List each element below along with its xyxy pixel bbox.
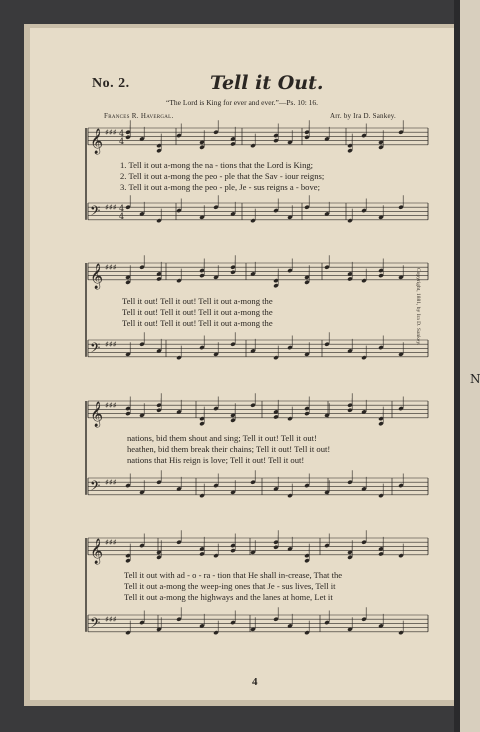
epigraph: “The Lord is King for ever and ever.”—Ps. 10: 16. [166,98,319,107]
arranger: Arr. by Ira D. Sankey. [330,112,396,120]
song-title: Tell it Out. [210,72,324,94]
svg-text:♯♯♯: ♯♯♯ [105,128,117,137]
svg-text:4: 4 [119,212,125,221]
lyric-line: 2. Tell it out a-mong the peo - ple that the Sav - iour reigns; [120,171,325,181]
svg-text:♯♯♯: ♯♯♯ [105,401,117,410]
svg-text:4: 4 [119,129,125,138]
svg-text:𝄞: 𝄞 [90,128,104,154]
lyric-line: 1. Tell it out a-mong the na - tions that the Lord is King; [120,160,314,170]
author: Frances R. Havergal. [104,112,174,120]
svg-text:♯♯♯: ♯♯♯ [105,538,117,547]
svg-text:𝄢: 𝄢 [90,202,101,222]
svg-text:𝄞: 𝄞 [90,401,104,427]
svg-text:♯♯♯: ♯♯♯ [105,340,117,349]
copyright-notice: Copyright, 1881, by Ira D. Sankey. [415,268,421,346]
right-page-letter: N [470,372,480,386]
lyric-line: Tell it out a-mong the highways and the lanes at home, Let it [124,592,333,602]
svg-text:𝄢: 𝄢 [90,614,101,634]
svg-text:𝄢: 𝄢 [90,339,101,359]
lyric-line: heathen, bid them break their chains; Tell it out! Tell it out! [127,444,331,454]
lyric-line: nations, bid them shout and sing; Tell it out! Tell it out! [127,433,317,443]
right-page [458,0,480,732]
svg-text:♯♯♯: ♯♯♯ [105,478,117,487]
svg-text:4: 4 [119,137,125,146]
lyric-line: Tell it out! Tell it out! Tell it out a-mong the [122,307,273,317]
svg-text:♯♯♯: ♯♯♯ [105,203,117,212]
svg-text:𝄞: 𝄞 [90,538,104,564]
lyric-line: Tell it out a-mong the weep-ing ones that Je - sus lives, Tell it [124,581,336,591]
svg-text:𝄞: 𝄞 [90,263,104,289]
lyric-line: 3. Tell it out a-mong the peo - ple, Je - sus reigns a - bove; [120,182,320,192]
lyric-line: Tell it out! Tell it out! Tell it out a-mong the [122,296,273,306]
svg-text:𝄢: 𝄢 [90,477,101,497]
svg-text:♯♯♯: ♯♯♯ [105,263,117,272]
lyric-line: nations that His reign is love; Tell it out! Tell it out! [127,455,305,465]
song-number: No. 2. [92,76,130,91]
page-number: 4 [252,676,258,688]
lyric-line: Tell it out! Tell it out! Tell it out a-mong the [122,318,273,328]
lyric-line: Tell it out with ad - o - ra - tion that He shall in-crease, That the [124,570,343,580]
svg-text:♯♯♯: ♯♯♯ [105,615,117,624]
svg-text:4: 4 [119,204,125,213]
